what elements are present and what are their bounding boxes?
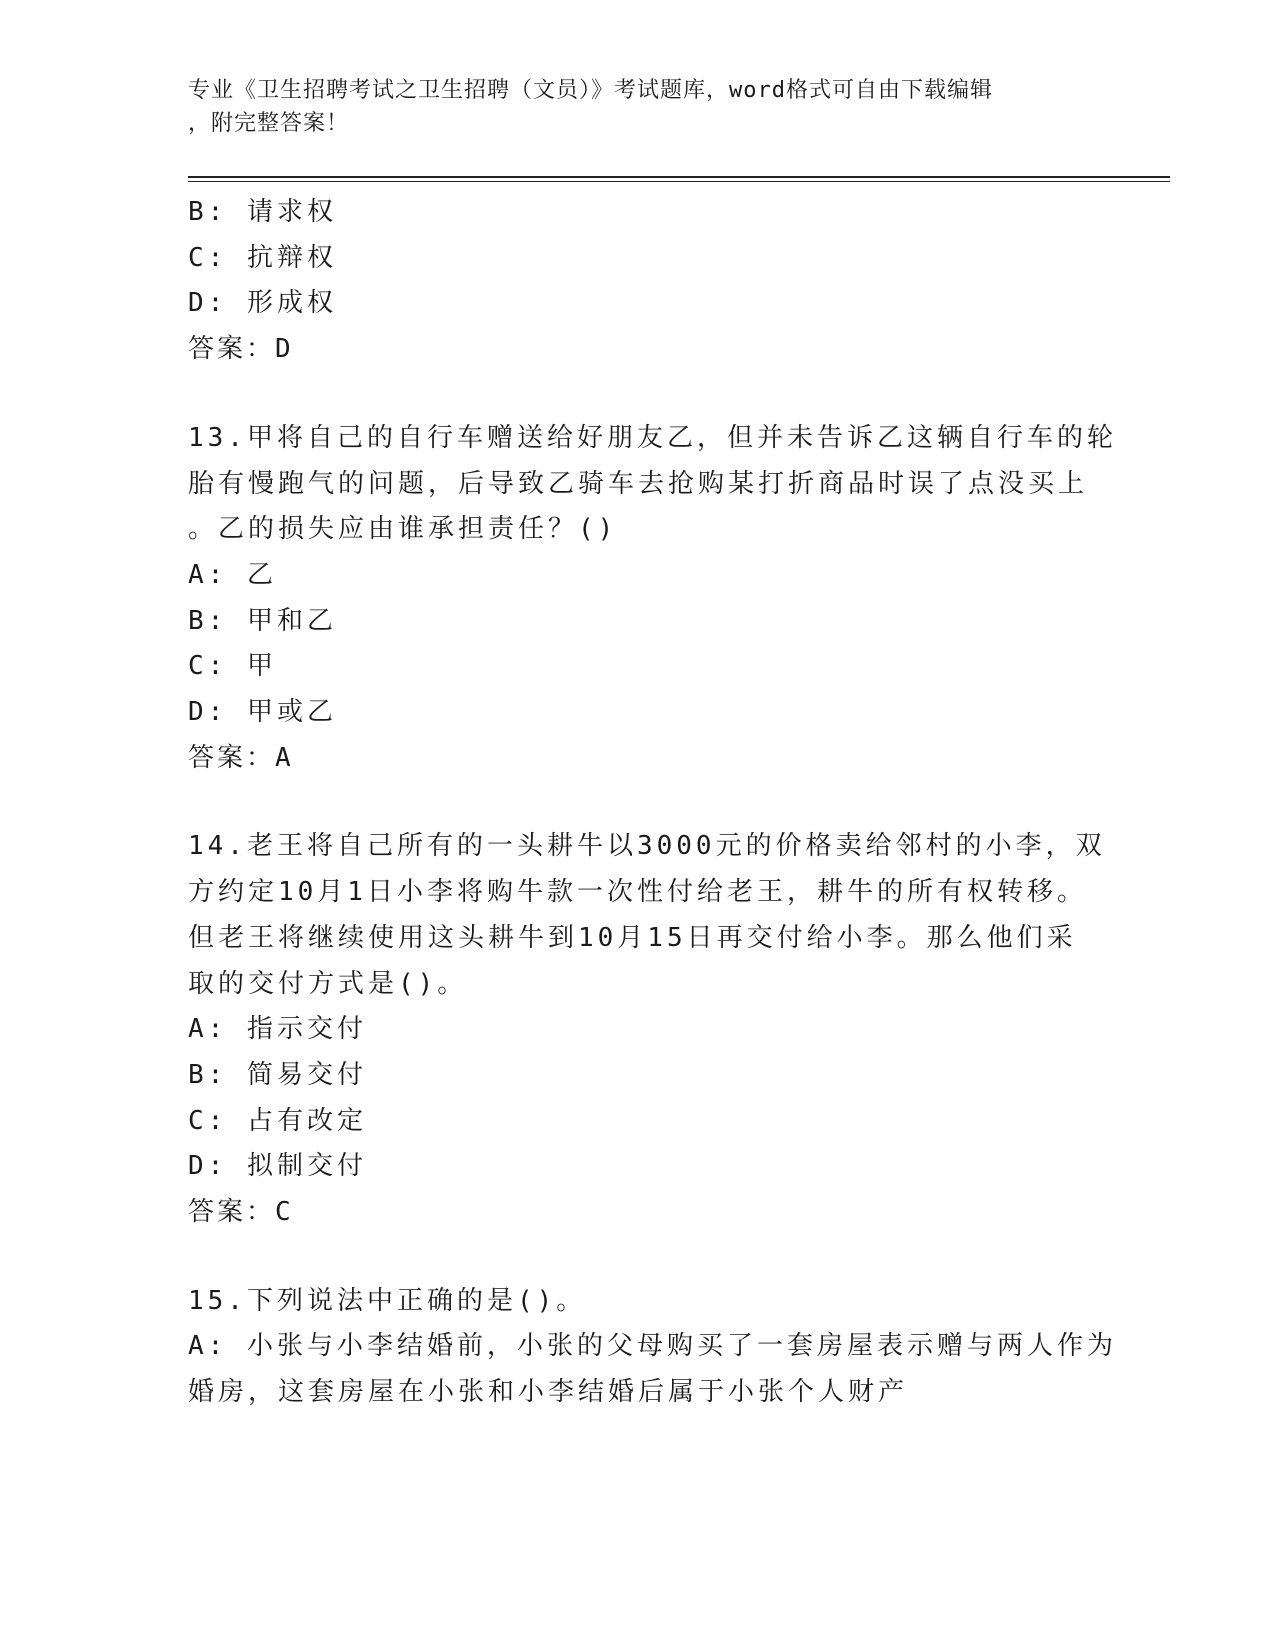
question-13-stem-2: 胎有慢跑气的问题，后导致乙骑车去抢购某打折商品时误了点没买上 [188,468,1089,499]
header-line-1: 专业《卫生招聘考试之卫生招聘（文员）》考试题库，word格式可自由下载编辑 [188,78,993,103]
document-header [188,74,1068,140]
option-c: C: 抗辩权 [188,242,337,273]
question-14-stem-1: 14.老王将自己所有的一头耕牛以3000元的价格卖给邻村的小李，双 [188,831,1106,862]
question-14-option-d: D: 拟制交付 [188,1151,367,1182]
header-line-2: ，附完整答案！ [188,111,350,136]
question-14-option-c: C: 占有改定 [188,1105,367,1136]
question-15-option-a-line-1: A: 小张与小李结婚前，小张的父母购买了一套房屋表示赠与两人作为 [188,1331,1117,1362]
answer: 答案：D [188,334,294,365]
question-13-answer: 答案：A [188,742,294,773]
question-13-stem-3: 。乙的损失应由谁承担责任？() [188,514,618,545]
question-15-option-a-line-2: 婚房，这套房屋在小张和小李结婚后属于小张个人财产 [188,1377,909,1408]
question-14-answer: 答案：C [188,1197,294,1228]
header-divider-bottom [188,181,1170,182]
question-13-option-a: A: 乙 [188,559,277,590]
question-14-option-b: B: 简易交付 [188,1059,367,1090]
option-d: D: 形成权 [188,288,337,319]
question-14-stem-2: 方约定10月1日小李将购牛款一次性付给老王，耕牛的所有权转移。 [188,877,1087,908]
question-13-option-c: C: 甲 [188,651,277,682]
header-divider-top [188,176,1170,178]
question-15-stem-1: 15.下列说法中正确的是()。 [188,1285,587,1316]
question-13-option-d: D: 甲或乙 [188,697,337,728]
question-content [188,190,1117,1416]
question-13-option-b: B: 甲和乙 [188,605,337,636]
question-14-stem-3: 但老王将继续使用这头耕牛到10月15日再交付给小李。那么他们采 [188,922,1077,953]
question-14-option-a: A: 指示交付 [188,1014,367,1045]
question-14-stem-4: 取的交付方式是()。 [188,968,468,999]
option-b: B: 请求权 [188,197,337,227]
question-13-stem-1: 13.甲将自己的自行车赠送给好朋友乙，但并未告诉乙这辆自行车的轮 [188,422,1117,453]
